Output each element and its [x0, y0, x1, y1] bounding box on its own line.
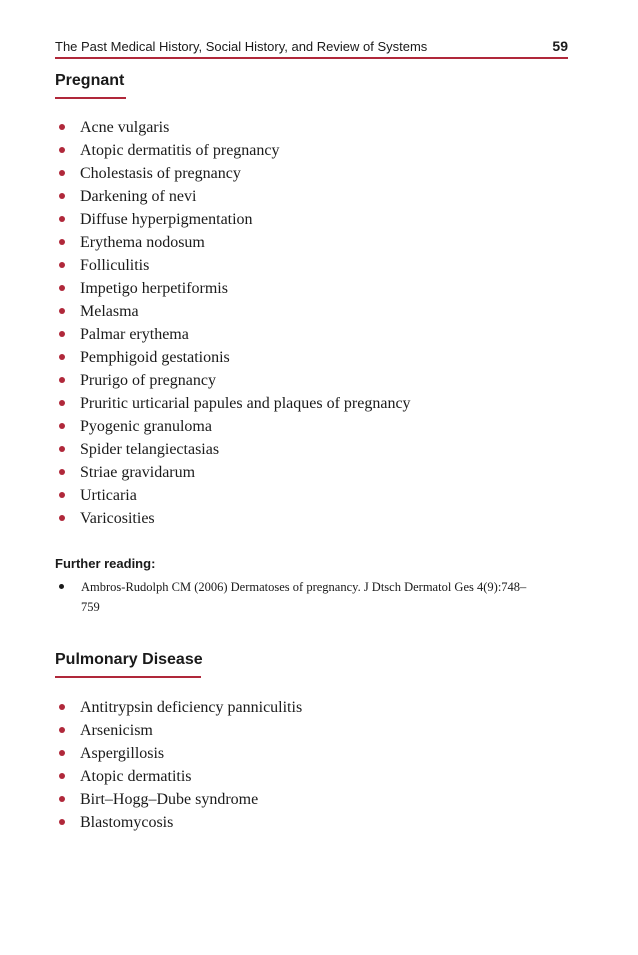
reference-text: Ambros-Rudolph CM (2006) Dermatoses of pregnancy. J Dtsch Dermatol Ges 4(9):748–759 [81, 580, 527, 614]
bullet-dot [59, 354, 65, 360]
list-item [55, 438, 411, 461]
bullet-dot [59, 308, 65, 314]
list-item-text: Urticaria [80, 487, 137, 504]
list-item [55, 696, 302, 719]
list-item [55, 507, 411, 530]
list-item [55, 742, 302, 765]
section-heading-text: Pulmonary Disease [55, 651, 203, 668]
list-item [55, 231, 411, 254]
bullet-dot [59, 515, 65, 521]
bullet-dot [59, 170, 65, 176]
list-item [55, 765, 302, 788]
bullet-dot [59, 469, 65, 475]
bullet-dot [59, 193, 65, 199]
list-item [55, 139, 411, 162]
list-item-text: Pyogenic granuloma [80, 418, 212, 435]
list-item-text: Impetigo herpetiformis [80, 280, 228, 297]
bullet-dot [59, 216, 65, 222]
list-item [55, 719, 302, 742]
bullet-dot [59, 423, 65, 429]
list-item [55, 185, 411, 208]
list-item [55, 277, 411, 300]
bullet-dot [59, 285, 65, 291]
bullet-dot [59, 331, 65, 337]
bullet-dot [59, 796, 65, 802]
list-item-text: Pemphigoid gestationis [80, 349, 230, 366]
list-item-text: Pruritic urticarial papules and plaques of pregnancy [80, 395, 411, 412]
list-item [55, 788, 302, 811]
list-item-text: Palmar erythema [80, 326, 189, 343]
page-number: 59 [552, 38, 568, 54]
bullet-dot [59, 239, 65, 245]
list-item-text: Cholestasis of pregnancy [80, 165, 241, 182]
list-item [55, 323, 411, 346]
bullet-dot [59, 124, 65, 130]
list-item-text: Melasma [80, 303, 139, 320]
list-item-text: Blastomycosis [80, 814, 174, 831]
pulmonary-disease-list [55, 696, 302, 834]
list-item [55, 300, 411, 323]
running-header-title: The Past Medical History, Social History, and Review of Systems [55, 39, 428, 54]
list-item-text: Birt–Hogg–Dube syndrome [80, 791, 259, 808]
bullet-dot [59, 727, 65, 733]
list-item-text: Varicosities [80, 510, 155, 527]
list-item-text: Darkening of nevi [80, 188, 197, 205]
list-item-text: Aspergillosis [80, 745, 165, 762]
list-item [55, 392, 411, 415]
section-heading-rule [55, 97, 126, 99]
list-item-text: Atopic dermatitis of pregnancy [80, 142, 280, 159]
bullet-dot [59, 819, 65, 825]
running-header [55, 37, 568, 59]
section-heading-text: Pregnant [55, 72, 125, 89]
further-reading-label: Further reading: [55, 556, 156, 571]
list-item-text: Erythema nodosum [80, 234, 205, 251]
bullet-dot [59, 446, 65, 452]
bullet-dot [59, 400, 65, 406]
bullet-dot [59, 377, 65, 383]
list-item-text: Folliculitis [80, 257, 150, 274]
bullet-dot [59, 750, 65, 756]
list-item [55, 162, 411, 185]
list-item [55, 208, 411, 231]
list-item-text: Spider telangiectasias [80, 441, 220, 458]
bullet-dot [59, 492, 65, 498]
list-item-text: Striae gravidarum [80, 464, 196, 481]
list-item [55, 346, 411, 369]
list-item-text: Acne vulgaris [80, 119, 170, 136]
list-item [55, 415, 411, 438]
list-item-text: Arsenicism [80, 722, 153, 739]
bullet-dot [59, 262, 65, 268]
bullet-dot [59, 773, 65, 779]
section-heading-pregnant [55, 72, 124, 96]
bullet-dot [59, 704, 65, 710]
list-item-text: Prurigo of pregnancy [80, 372, 216, 389]
pregnant-list [55, 116, 411, 530]
bullet-dot [59, 147, 65, 153]
section-heading-pulmonary-disease [55, 651, 203, 675]
list-item [55, 254, 411, 277]
list-item [55, 461, 411, 484]
list-item [55, 116, 411, 139]
list-item-text: Antitrypsin deficiency panniculitis [80, 699, 303, 716]
bullet-dot [59, 584, 64, 589]
reference-item [55, 577, 545, 617]
list-item-text: Atopic dermatitis [80, 768, 192, 785]
section-heading-rule [55, 676, 201, 678]
list-item [55, 811, 302, 834]
list-item-text: Diffuse hyperpigmentation [80, 211, 253, 228]
list-item [55, 484, 411, 507]
list-item [55, 369, 411, 392]
